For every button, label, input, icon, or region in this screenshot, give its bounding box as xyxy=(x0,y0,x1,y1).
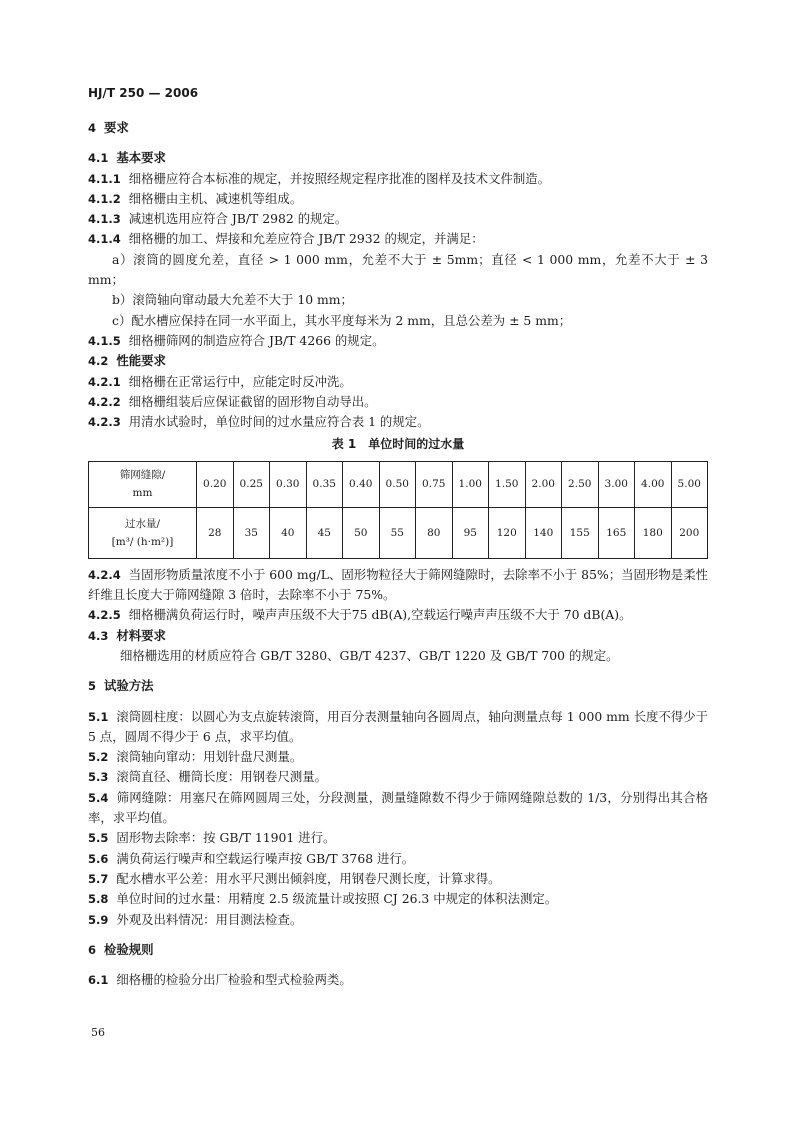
table-cell: 155 xyxy=(562,507,599,558)
clause-text: 滚筒轴向窜动：用划针盘尺测量。 xyxy=(116,749,303,765)
clause-5-1 xyxy=(88,707,708,748)
clause-number: 5.2 xyxy=(88,750,109,765)
clause-number: 4.2.1 xyxy=(88,374,121,389)
clause-text: 细格栅组装后应保证截留的固形物自动导出。 xyxy=(128,393,377,409)
clause-number: 4.2.3 xyxy=(88,415,121,430)
row-header-gap: 筛网缝隙/ mm xyxy=(89,461,197,507)
row-header-flow: 过水量/ [m³/ (h·m²)] xyxy=(89,507,197,558)
section-5-heading xyxy=(88,676,708,696)
clause-5-9 xyxy=(88,910,708,930)
section-number: 4 xyxy=(88,121,97,135)
clause-4-1-1 xyxy=(88,169,708,189)
clause-4-1-heading xyxy=(88,148,708,168)
body-text xyxy=(88,118,708,990)
clause-number: 5.5 xyxy=(88,831,109,846)
clause-title: 性能要求 xyxy=(116,353,166,369)
table-cell: 0.30 xyxy=(270,461,307,507)
clause-5-8 xyxy=(88,889,708,909)
clause-4-1-4 xyxy=(88,229,708,249)
clause-number: 5.6 xyxy=(88,851,109,866)
table-cell: 28 xyxy=(197,507,234,558)
clause-number: 4.1.3 xyxy=(88,212,121,227)
list-item-a: a）滚筒的圆度允差，直径 > 1 000 mm，允差不大于 ± 5mm；直径 < 1 000 mm，允差不大于 ± 3 mm； xyxy=(88,251,708,288)
clause-text: 用清水试验时，单位时间的过水量应符合表 1 的规定。 xyxy=(128,414,430,430)
clause-text: 细格栅筛网的制造应符合 JB/T 4266 的规定。 xyxy=(128,332,385,348)
clause-5-5 xyxy=(88,828,708,848)
clause-4-1-5 xyxy=(88,331,708,351)
table-cell: 0.25 xyxy=(233,461,270,507)
clause-number: 4.2.2 xyxy=(88,394,121,409)
clause-number: 4.1.4 xyxy=(88,232,121,247)
clause-number: 5.1 xyxy=(88,709,109,724)
standard-code-header: HJ/T 250 — 2006 xyxy=(88,86,199,100)
clause-number: 4.1.2 xyxy=(88,191,121,206)
table-cell: 180 xyxy=(635,507,672,558)
table-cell: 80 xyxy=(416,507,453,558)
table-cell: 2.50 xyxy=(562,461,599,507)
clause-text: 细格栅在正常运行中，应能定时反冲洗。 xyxy=(128,373,352,389)
clause-4-2-heading xyxy=(88,351,708,371)
clause-text: 细格栅满负荷运行时，噪声声压级不大于75 dB(A),空载运行噪声声压级不大于 70 dB(A)。 xyxy=(128,607,632,623)
table-cell: 0.35 xyxy=(306,461,343,507)
flow-table xyxy=(88,461,708,559)
section-6-heading xyxy=(88,940,708,960)
table-row-gap xyxy=(89,461,708,507)
clause-6-1 xyxy=(88,970,708,990)
table-cell: 50 xyxy=(343,507,380,558)
clause-4-3-heading xyxy=(88,626,708,646)
clause-text: 配水槽水平公差：用水平尺测出倾斜度，用钢卷尺测长度，计算求得。 xyxy=(116,870,501,886)
section-number: 5 xyxy=(88,679,97,694)
clause-4-1-3 xyxy=(88,209,708,229)
section-4-heading xyxy=(88,118,708,138)
clause-text: 滚筒直径、栅筒长度：用钢卷尺测量。 xyxy=(116,769,328,785)
table-cell: 120 xyxy=(489,507,526,558)
section-number: 6 xyxy=(88,942,97,957)
table-cell: 35 xyxy=(233,507,270,558)
clause-number: 4.2 xyxy=(88,354,109,369)
clause-5-7 xyxy=(88,869,708,889)
table-cell: 165 xyxy=(598,507,635,558)
clause-number: 4.1 xyxy=(88,151,109,166)
clause-title: 材料要求 xyxy=(116,627,166,643)
table-cell: 5.00 xyxy=(671,461,708,507)
table-row-flow xyxy=(89,507,708,558)
section-title: 试验方法 xyxy=(104,678,154,694)
table-cell: 95 xyxy=(452,507,489,558)
table-cell: 40 xyxy=(270,507,307,558)
list-item-c: c）配水槽应保持在同一水平面上，其水平度每米为 2 mm，且总公差为 ± 5 mm； xyxy=(112,312,572,328)
clause-text: 当固形物质量浓度不小于 600 mg/L、固形物粒径大于筛网缝隙时，去除率不小于 85%；当固形物是柔性纤维且长度大于筛网缝隙 3 倍时，去除率不小于 75%。 xyxy=(88,566,708,603)
clause-4-2-4 xyxy=(88,565,708,606)
table-cell: 55 xyxy=(379,507,416,558)
clause-number: 5.4 xyxy=(88,790,109,805)
clause-text: 筛网缝隙：用塞尺在筛网圆周三处，分段测量，测量缝隙数不得少于筛网缝隙总数的 1/3，分别得出其合格率，求平均值。 xyxy=(88,789,708,826)
clause-4-2-5 xyxy=(88,605,708,625)
clause-5-3 xyxy=(88,767,708,787)
table-cell: 0.75 xyxy=(416,461,453,507)
clause-5-4 xyxy=(88,788,708,829)
clause-number: 4.1.5 xyxy=(88,333,121,348)
clause-text: 滚筒圆柱度：以圆心为支点旋转滚筒，用百分表测量轴向各圆周点，轴向测量点每 1 000 mm 长度不得少于 5 点，圆周不得少于 6 点，求平均值。 xyxy=(88,708,708,744)
clause-number: 4.2.4 xyxy=(88,567,121,582)
table-cell: 2.00 xyxy=(525,461,562,507)
clause-number: 6.1 xyxy=(88,973,109,988)
section-title: 要求 xyxy=(104,120,129,135)
clause-number: 4.1.1 xyxy=(88,171,121,186)
list-item-b: b）滚筒轴向窜动最大允差不大于 10 mm； xyxy=(112,292,353,308)
clause-number: 5.7 xyxy=(88,871,109,886)
clause-number: 5.9 xyxy=(88,912,109,927)
clause-4-3-text: 细格栅选用的材质应符合 GB/T 3280、GB/T 4237、GB/T 1220 及 GB/T 700 的规定。 xyxy=(120,647,619,663)
table-cell: 45 xyxy=(306,507,343,558)
clause-5-2 xyxy=(88,747,708,767)
table-cell: 1.50 xyxy=(489,461,526,507)
section-title: 检验规则 xyxy=(104,941,154,957)
clause-number: 5.3 xyxy=(88,770,109,785)
table-caption: 表 1 单位时间的过水量 xyxy=(331,437,465,452)
clause-number: 4.2.5 xyxy=(88,608,121,623)
table-cell: 0.50 xyxy=(379,461,416,507)
table-cell: 4.00 xyxy=(635,461,672,507)
table-cell: 0.20 xyxy=(197,461,234,507)
clause-text: 细格栅的检验分出厂检验和型式检验两类。 xyxy=(116,972,352,988)
clause-4-2-2 xyxy=(88,392,708,412)
clause-4-1-2 xyxy=(88,189,708,209)
table-cell: 140 xyxy=(525,507,562,558)
clause-text: 细格栅应符合本标准的规定，并按照经规定程序批准的图样及技术文件制造。 xyxy=(128,170,551,186)
page-number: 56 xyxy=(91,1026,105,1039)
clause-5-6 xyxy=(88,849,708,869)
clause-number: 5.8 xyxy=(88,892,109,907)
clause-text: 外观及出料情况：用目测法检查。 xyxy=(116,911,303,927)
table-cell: 1.00 xyxy=(452,461,489,507)
clause-4-2-1 xyxy=(88,372,708,392)
clause-4-2-3 xyxy=(88,412,708,432)
clause-text: 单位时间的过水量：用精度 2.5 级流量计或按照 CJ 26.3 中规定的体积法测定。 xyxy=(116,891,558,907)
clause-text: 固形物去除率：按 GB/T 11901 进行。 xyxy=(116,830,336,846)
clause-number: 4.3 xyxy=(88,628,109,643)
clause-text: 细格栅由主机、减速机等组成。 xyxy=(128,190,303,206)
clause-text: 满负荷运行噪声和空载运行噪声按 GB/T 3768 进行。 xyxy=(116,850,415,866)
clause-title: 基本要求 xyxy=(116,150,166,166)
clause-text: 减速机选用应符合 JB/T 2982 的规定。 xyxy=(128,211,348,227)
clause-text: 细格栅的加工、焊接和允差应符合 JB/T 2932 的规定，并满足： xyxy=(128,231,484,247)
table-cell: 0.40 xyxy=(343,461,380,507)
table-cell: 3.00 xyxy=(598,461,635,507)
table-cell: 200 xyxy=(671,507,708,558)
